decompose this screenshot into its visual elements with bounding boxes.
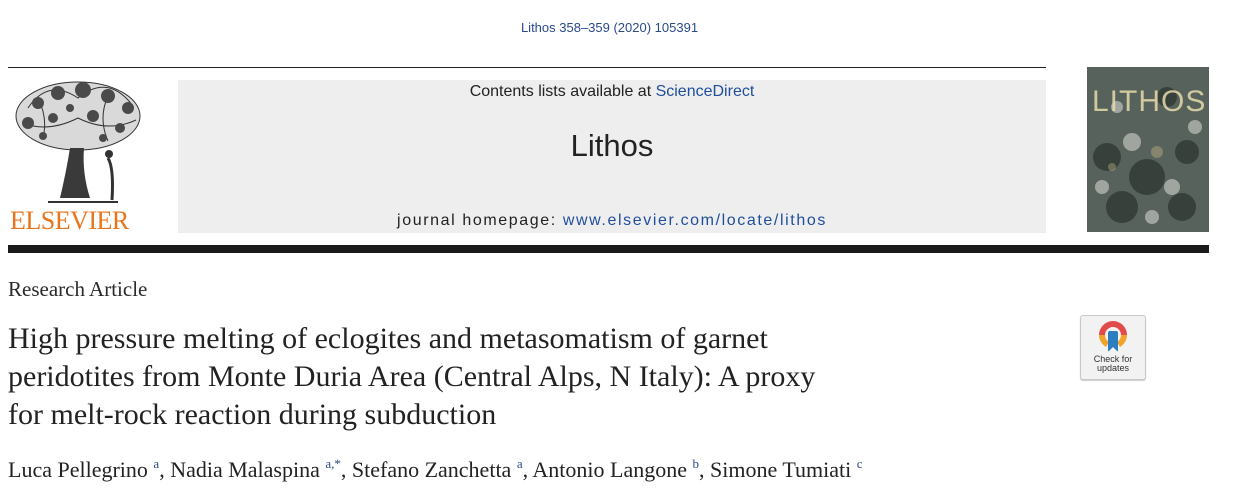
article-type: Research Article (8, 277, 148, 301)
header-rule (8, 245, 1209, 253)
top-divider (8, 67, 1046, 68)
author-name[interactable]: Nadia Malaspina (170, 457, 320, 482)
homepage-line: journal homepage: www.elsevier.com/locate/lithos (397, 212, 827, 229)
author-name[interactable]: Antonio Langone (532, 457, 687, 482)
affiliation-marker[interactable]: a (516, 456, 523, 471)
article-title (8, 320, 1008, 434)
affiliation-marker[interactable]: a,* (325, 456, 341, 471)
elsevier-logo[interactable] (8, 78, 148, 236)
elsevier-wordmark: ELSEVIER (10, 206, 129, 235)
contents-line: Contents lists available at ScienceDirect (469, 83, 755, 100)
title-line: peridotites from Monte Duria Area (Central Alps, N Italy): A proxy (8, 360, 816, 393)
check-updates-icon (1097, 319, 1129, 353)
journal-homepage-link[interactable]: www.elsevier.com/locate/lithos (562, 212, 827, 229)
author-name[interactable]: Stefano Zanchetta (351, 457, 512, 482)
journal-name: Lithos (570, 128, 654, 163)
cover-title: LITHOS (1092, 85, 1207, 118)
affiliation-marker[interactable]: b (692, 456, 699, 471)
check-for-updates-button[interactable] (1080, 315, 1146, 380)
title-line: High pressure melting of eclogites and metasomatism of garnet (8, 322, 768, 355)
check-updates-label: Check for updates (1093, 354, 1133, 373)
title-line: for melt-rock reaction during subduction (8, 398, 497, 431)
journal-citation[interactable]: Lithos 358–359 (2020) 105391 (520, 20, 699, 35)
journal-cover[interactable] (1087, 67, 1209, 232)
author-list: Luca Pellegrino $^a$, Nadia Malaspina $^{a,*}$, Stefano Zanchetta $^a$, Antonio Langone $^b$, Simone Tumiati $^c$ (8, 456, 863, 482)
affiliation-marker[interactable]: a (153, 456, 160, 471)
author-name[interactable]: Luca Pellegrino (8, 457, 148, 482)
journal-masthead (178, 80, 1046, 233)
sciencedirect-link[interactable]: ScienceDirect (655, 83, 755, 100)
author-name[interactable]: Simone Tumiati (710, 457, 852, 482)
elsevier-tree-icon (8, 78, 148, 208)
affiliation-marker[interactable]: c (856, 456, 863, 471)
